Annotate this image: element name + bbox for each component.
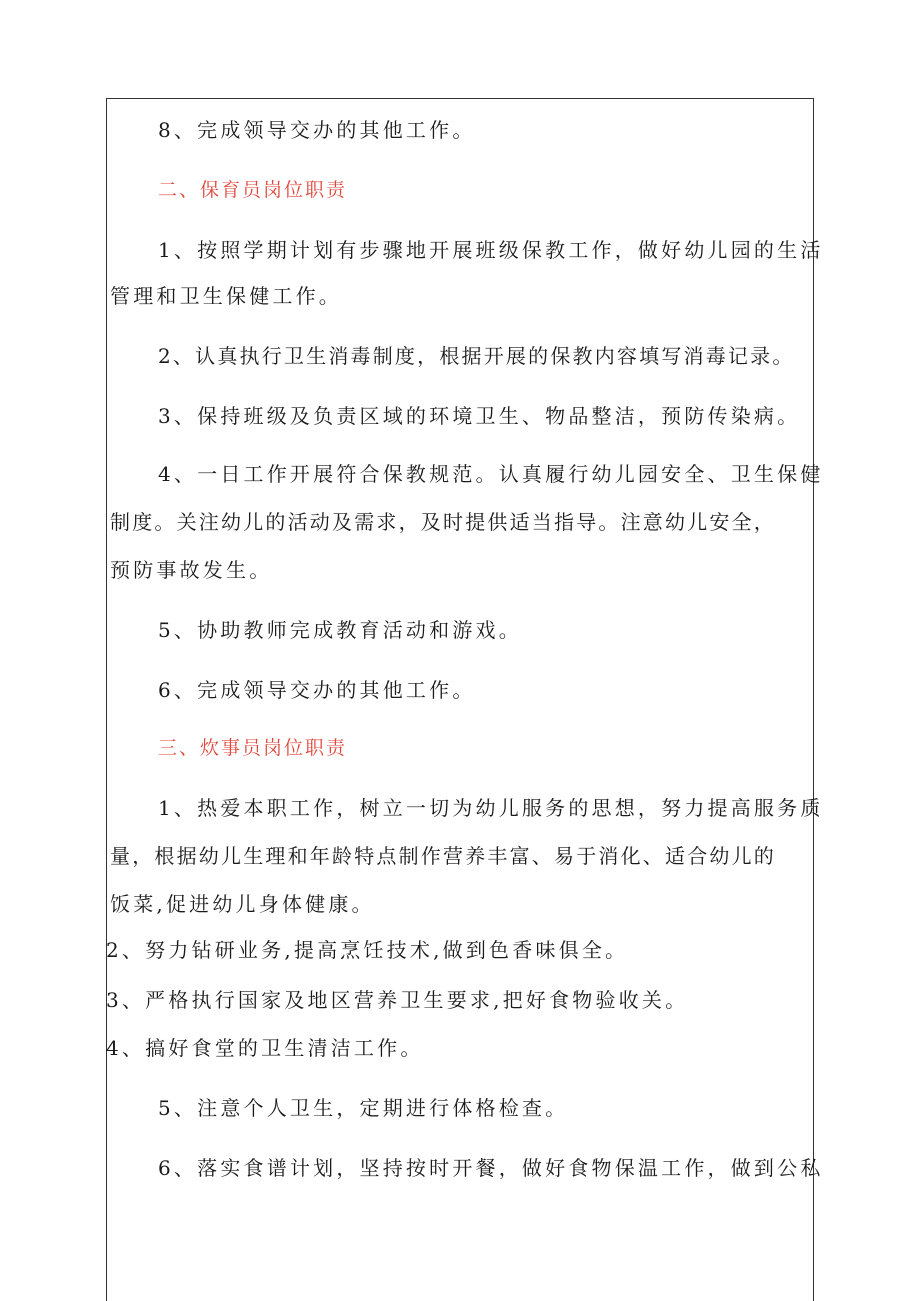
section-heading-nursery-staff: 二、保育员岗位职责 — [158, 179, 348, 201]
duty-item-nursery-5: 5、协助教师完成教育活动和游戏。 — [158, 618, 522, 642]
duty-item-nursery-6: 6、完成领导交办的其他工作。 — [158, 678, 476, 702]
duty-item-cook-6: 6、落实食谱计划，坚持按时开餐，做好食物保温工作，做到公私 — [158, 1156, 824, 1180]
duty-item-nursery-1: 1、按照学期计划有步骤地开展班级保教工作，做好幼儿园的生活 — [158, 238, 824, 262]
duty-item-cook-5: 5、注意个人卫生，定期进行体格检查。 — [158, 1096, 569, 1120]
duty-item-cook-3: 3、严格执行国家及地区营养卫生要求,把好食物验收关。 — [106, 988, 689, 1012]
duty-item-cook-1-cont2: 饭菜,促进幼儿身体健康。 — [110, 892, 375, 916]
duty-item-nursery-2: 2、认真执行卫生消毒制度，根据开展的保教内容填写消毒记录。 — [158, 344, 795, 368]
duty-item-cook-4: 4、搞好食堂的卫生清洁工作。 — [106, 1036, 424, 1060]
duty-item-nursery-4-cont2: 预防事故发生。 — [110, 558, 273, 582]
section-heading-cook: 三、炊事员岗位职责 — [158, 737, 348, 759]
duty-item-teacher-8: 8、完成领导交办的其他工作。 — [158, 118, 476, 142]
duty-item-cook-1-cont: 量，根据幼儿生理和年龄特点制作营养丰富、易于消化、适合幼儿的 — [110, 844, 776, 868]
duty-item-nursery-1-cont: 管理和卫生保健工作。 — [110, 284, 342, 308]
duty-item-nursery-3: 3、保持班级及负责区域的环境卫生、物品整洁，预防传染病。 — [158, 404, 801, 428]
duty-item-cook-1: 1、热爱本职工作，树立一切为幼儿服务的思想，努力提高服务质 — [158, 796, 824, 820]
duty-item-nursery-4: 4、一日工作开展符合保教规范。认真履行幼儿园安全、卫生保健 — [158, 462, 824, 486]
duty-item-nursery-4-cont: 制度。关注幼儿的活动及需求，及时提供适当指导。注意幼儿安全， — [110, 510, 776, 534]
duty-item-cook-2: 2、努力钻研业务,提高烹饪技术,做到色香味俱全。 — [106, 938, 629, 962]
